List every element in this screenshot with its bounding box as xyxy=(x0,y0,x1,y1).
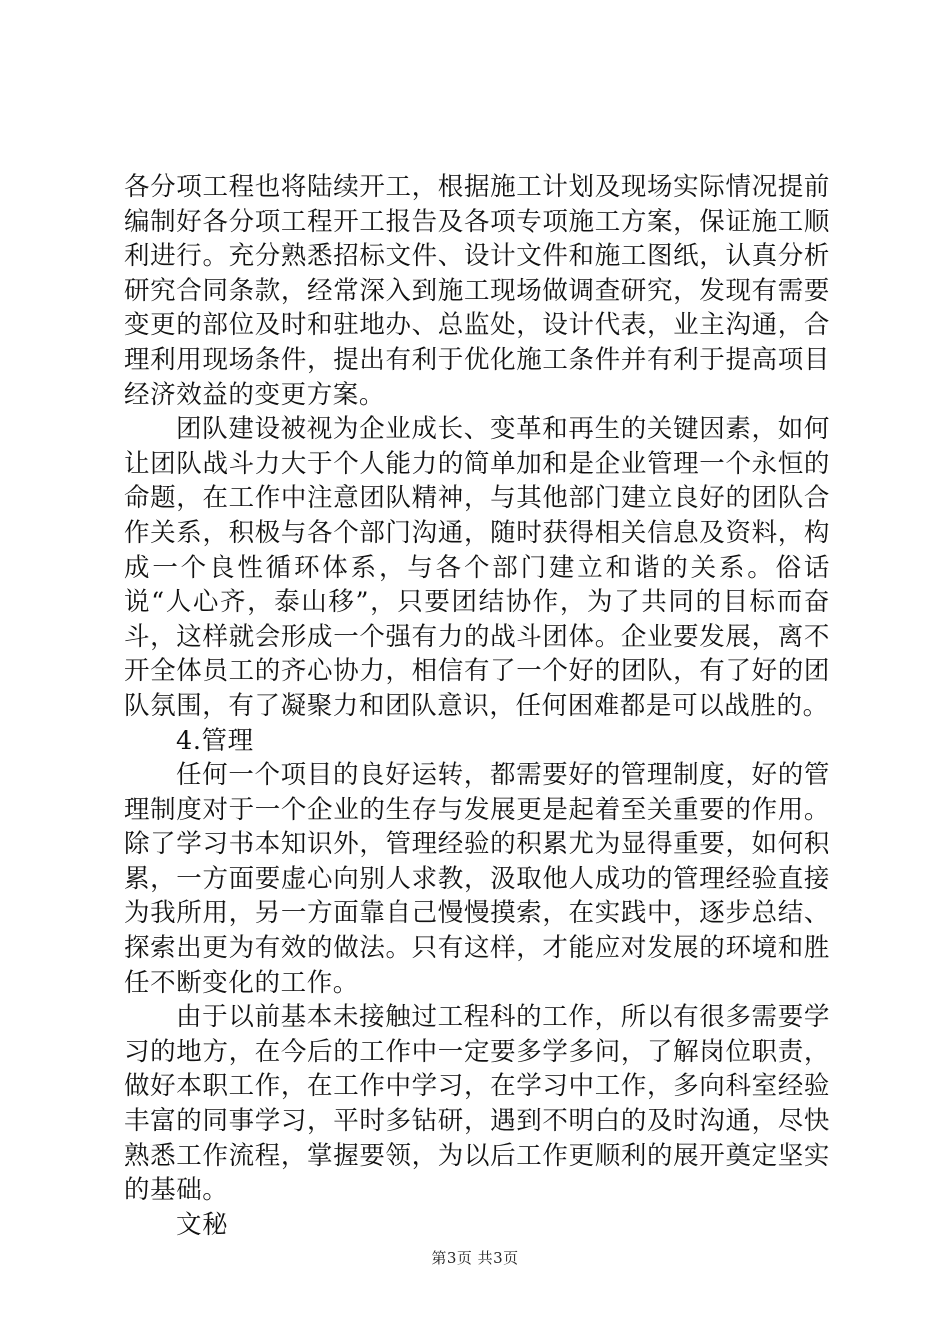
section-heading-management: 4.管理 xyxy=(176,725,254,756)
paragraph-learning: 由于以前基本未接触过工程科的工作，所以有很多需要学习的地方，在今后的工作中一定要多学多问，了解岗位职责，做好本职工作，在工作中学习，在学习中工作，多向科室经验丰富的同事学习，平时多钻研，遇到不明白的及时沟通，尽快熟悉工作流程，掌握要领，为以后工作更顺利的展开奠定坚实的基础。 xyxy=(124,1002,830,1206)
paragraph-management: 任何一个项目的良好运转，都需要好的管理制度，好的管理制度对于一个企业的生存与发展更是起着至关重要的作用。除了学习书本知识外，管理经验的积累尤为显得重要，如何积累，一方面要虚心向别人求教，汲取他人成功的管理经验直接为我所用，另一方面靠自己慢慢摸索，在实践中，逐步总结、探索出更为有效的做法。只有这样，才能应对发展的环境和胜任不断变化的工作。 xyxy=(124,760,830,998)
signature-text: 文秘 xyxy=(176,1209,229,1240)
page-footer: 第3页 共3页 xyxy=(431,1249,519,1267)
paragraph-construction-plan: 各分项工程也将陆续开工，根据施工计划及现场实际情况提前编制好各分项工程开工报告及各项专项施工方案，保证施工顺利进行。充分熟悉招标文件、设计文件和施工图纸，认真分析研究合同条款，经常深入到施工现场做调查研究，发现有需要变更的部位及时和驻地办、总监处，设计代表，业主沟通，合理利用现场条件，提出有利于优化施工条件并有利于提高项目经济效益的变更方案。 xyxy=(124,172,830,410)
paragraph-team-building: 团队建设被视为企业成长、变革和再生的关键因素，如何让团队战斗力大于个人能力的简单加和是企业管理一个永恒的命题，在工作中注意团队精神，与其他部门建立良好的团队合作关系，积极与各个部门沟通，随时获得相关信息及资料，构成一个良性循环体系，与各个部门建立和谐的关系。俗话说“人心齐，泰山移”，只要团结协作，为了共同的目标而奋斗，这样就会形成一个强有力的战斗团体。企业要发展，离不开全体员工的齐心协力，相信有了一个好的团队，有了好的团队氛围，有了凝聚力和团队意识，任何困难都是可以战胜的。 xyxy=(124,414,830,721)
document-body xyxy=(124,170,830,1242)
